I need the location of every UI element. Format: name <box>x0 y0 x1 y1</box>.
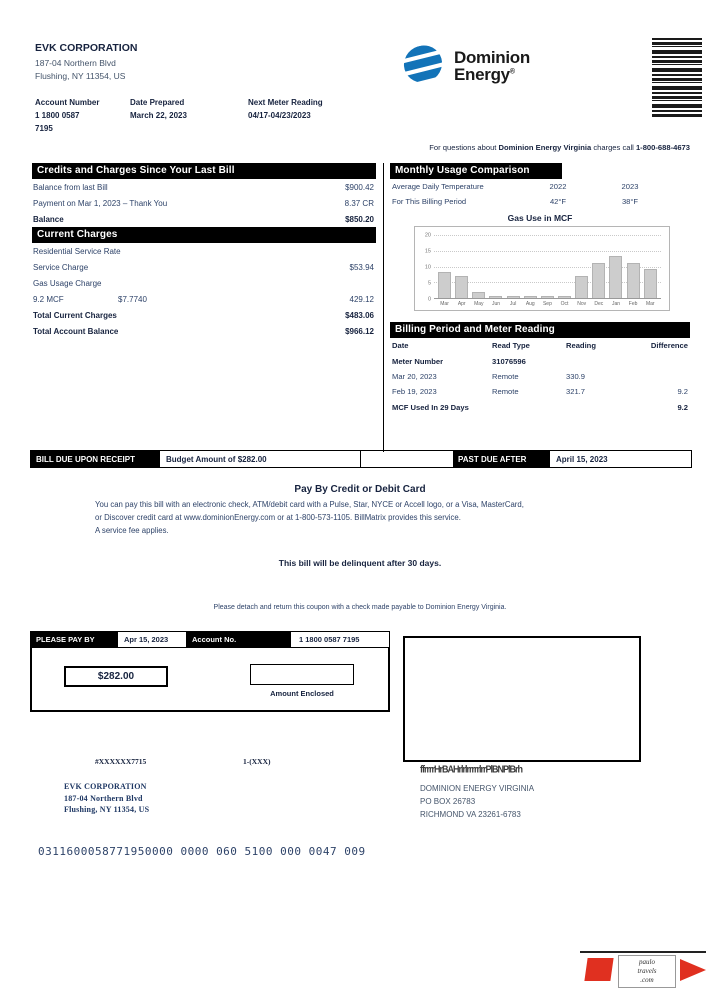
current-charges-section-header: Current Charges <box>32 227 376 243</box>
gridline <box>434 235 661 236</box>
account-number-value: 1 1800 0587 <box>35 111 80 120</box>
total-account-balance-row <box>32 323 376 339</box>
x-tick-label: Aug <box>525 301 535 307</box>
row-amount: $53.94 <box>349 262 374 272</box>
bar-mar-12 <box>644 269 657 298</box>
meter-number-label: Meter Number <box>392 356 444 366</box>
bar-apr-1 <box>455 276 468 298</box>
postal-scrawl: ffrrrrHrBAHrlrlrrrrrlrrPlBNPlBrh <box>420 763 523 775</box>
payer-addr2: Flushing, NY 11354, US <box>64 805 150 815</box>
bar-jul-4 <box>507 296 520 298</box>
row-label: Total Current Charges <box>33 310 117 320</box>
y-tick-label: 10 <box>424 264 431 271</box>
usage-label: Average Daily Temperature <box>392 182 484 191</box>
next-meter-value: 04/17-04/23/2023 <box>248 111 311 120</box>
date-prepared-label: Date Prepared <box>130 98 185 107</box>
meter-reading-row <box>390 384 690 399</box>
paulotravels-watermark <box>580 951 706 989</box>
mcf-used-value: 9.2 <box>677 402 688 412</box>
questions-brand: Dominion Energy Virginia <box>498 143 592 152</box>
x-tick-label: Jan <box>611 301 620 307</box>
chart-bars <box>434 235 661 299</box>
charge-row-usage <box>32 291 376 307</box>
customer-name: EVK CORPORATION <box>35 42 138 54</box>
bar-sep-6 <box>541 296 554 298</box>
charge-row <box>32 275 376 291</box>
bill-due-bar <box>30 450 692 468</box>
reading-value: 330.9 <box>566 371 586 381</box>
credit-row-balance <box>32 211 376 227</box>
payer-addr1: 187-04 Northern Blvd <box>64 793 143 803</box>
questions-prefix: For questions about <box>429 143 499 152</box>
credit-row <box>32 179 376 195</box>
account-no-value: 1 1800 0587 7195 <box>299 635 360 644</box>
bar-nov-8 <box>575 276 588 298</box>
credits-section-header: Credits and Charges Since Your Last Bill <box>32 163 376 179</box>
total-current-charges-row <box>32 307 376 323</box>
usage-year-2022: 2022 <box>549 182 567 191</box>
charges-column <box>32 163 376 339</box>
meter-number-row <box>390 353 690 368</box>
row-amount: $850.20 <box>345 214 374 224</box>
meter-number-value: 31076596 <box>492 356 526 366</box>
reading-date: Feb 19, 2023 <box>392 387 437 397</box>
coupon-header-bar <box>30 631 390 648</box>
col-difference: Difference <box>650 341 688 351</box>
bill-due-label: BILL DUE UPON RECEIPT <box>31 451 159 467</box>
coupon-body <box>30 648 390 712</box>
customer-addr2: Flushing, NY 11354, US <box>35 71 126 82</box>
chart-title: Gas Use in MCF <box>507 213 573 223</box>
chart-x-axis <box>434 299 661 307</box>
ocr-scanline: 0311600058771950000 0000 060 5100 000 0047 009 <box>38 845 366 858</box>
past-due-label: PAST DUE AFTER <box>453 451 549 467</box>
x-tick-label: Mar <box>645 301 655 307</box>
reading-diff <box>634 372 688 381</box>
reading-type: Remote <box>492 371 519 381</box>
bar-dec-9 <box>592 263 605 298</box>
x-tick-label: Mar <box>440 301 449 307</box>
usage-temp-2023: 38°F <box>621 197 639 206</box>
coupon-blank-box <box>403 636 641 762</box>
x-tick-label: Sep <box>542 301 552 307</box>
registered-mark: ® <box>509 67 515 75</box>
amount-due-box: $282.00 <box>64 666 168 687</box>
stub-reference: #XXXXXX7715 <box>95 757 147 766</box>
reading-value: 321.7 <box>566 387 586 397</box>
col-date: Date <box>392 341 409 351</box>
please-pay-by-label: PLEASE PAY BY <box>31 632 117 647</box>
y-tick-label: 20 <box>424 232 431 239</box>
amount-enclosed-label: Amount Enclosed <box>270 689 334 698</box>
y-tick-label: 15 <box>424 248 431 255</box>
reading-diff: 9.2 <box>677 387 688 397</box>
questions-phone: 1-800-688-4673 <box>635 143 690 152</box>
pay-section-body <box>95 499 640 538</box>
remit-name: DOMINION ENERGY VIRGINIA <box>420 784 535 793</box>
x-tick-label: Nov <box>577 301 587 307</box>
customer-addr1: 187-04 Northern Blvd <box>35 57 116 68</box>
usage-column <box>390 163 690 415</box>
row-amount: 8.37 CR <box>344 198 374 208</box>
col-reading: Reading <box>566 341 596 351</box>
billing-period-header: Billing Period and Meter Reading <box>390 322 690 338</box>
please-pay-by-date: Apr 15, 2023 <box>117 632 187 647</box>
usage-temp-2022: 42°F <box>549 197 567 206</box>
monthly-usage-header: Monthly Usage Comparison <box>390 163 562 179</box>
next-meter-label: Next Meter Reading <box>248 98 323 107</box>
delinquent-notice: This bill will be delinquent after 30 days. <box>278 558 442 568</box>
usage-row <box>390 179 690 194</box>
watermark-text <box>618 955 676 988</box>
reading-date: Mar 20, 2023 <box>392 371 437 381</box>
meter-reading-table <box>390 338 690 415</box>
bar-oct-7 <box>558 296 571 298</box>
questions-middle: charges call <box>591 143 636 152</box>
watermark-word2: travels <box>637 967 657 976</box>
remit-addr1: PO BOX 26783 <box>420 797 476 807</box>
row-amount: $900.42 <box>345 182 374 192</box>
account-info <box>35 98 323 133</box>
bar-jun-3 <box>489 296 502 298</box>
bar-may-2 <box>472 292 485 298</box>
watermark-red-triangle-icon <box>680 959 706 981</box>
mcf-used-row <box>390 400 690 415</box>
row-label: Service Charge <box>33 262 89 272</box>
column-divider <box>383 163 384 452</box>
usage-row <box>390 194 690 209</box>
stub-code: 1-(XXX) <box>243 757 271 766</box>
x-tick-label: Apr <box>457 301 466 307</box>
detach-instruction: Please detach and return this coupon with a check made payable to Dominion Energy Virginia. <box>213 604 507 611</box>
dominion-swoosh-icon <box>400 42 446 91</box>
chart-y-axis <box>419 232 434 303</box>
row-label: Gas Usage Charge <box>33 278 102 288</box>
bar-mar-0 <box>438 272 451 298</box>
account-no-label: Account No. <box>187 632 291 647</box>
reading-type: Remote <box>492 387 519 397</box>
row-label: 9.2 MCF <box>33 294 64 304</box>
row-label: Balance <box>33 214 64 224</box>
row-amount: $966.12 <box>345 326 374 336</box>
bar-feb-11 <box>627 263 640 298</box>
mcf-used-label: MCF Used In 29 Days <box>392 402 469 412</box>
payer-name: EVK CORPORATION <box>64 782 147 791</box>
meter-reading-row <box>390 369 690 384</box>
row-label: Total Account Balance <box>33 326 119 336</box>
bar-jan-10 <box>609 256 622 298</box>
watermark-topline <box>580 951 706 953</box>
past-due-date: April 15, 2023 <box>549 451 691 467</box>
remit-addr2: RICHMOND VA 23261-6783 <box>420 810 521 820</box>
gridline <box>434 251 661 252</box>
pay-line3: A service fee applies. <box>95 525 169 535</box>
logo-line2: Energy® <box>454 64 515 84</box>
questions-line <box>429 143 690 152</box>
pay-section-title: Pay By Credit or Debit Card <box>294 484 426 495</box>
y-tick-label: 5 <box>427 280 431 287</box>
row-label: Residential Service Rate <box>33 246 121 256</box>
gas-use-chart <box>414 226 670 311</box>
payer-address-block <box>64 781 149 816</box>
bar-aug-5 <box>524 296 537 298</box>
y-tick-label: 0 <box>427 296 431 303</box>
logo-wordmark <box>454 50 530 82</box>
logo-line1: Dominion <box>454 48 530 68</box>
row-amount: 429.12 <box>349 294 374 304</box>
date-prepared-value: March 22, 2023 <box>130 111 187 120</box>
x-tick-label: Dec <box>594 301 604 307</box>
usage-label: For This Billing Period <box>392 197 467 206</box>
x-tick-label: Jun <box>491 301 501 307</box>
budget-amount: Budget Amount of $282.00 <box>159 451 361 467</box>
watermark-word1: paulo <box>639 958 655 966</box>
row-label: Balance from last Bill <box>33 182 108 192</box>
chart-area <box>434 235 661 307</box>
charge-row <box>32 259 376 275</box>
customer-address-block <box>35 40 137 84</box>
usage-year-2023: 2023 <box>621 182 639 191</box>
row-rate: $7.7740 <box>118 294 147 304</box>
amount-enclosed-input[interactable] <box>250 664 354 685</box>
account-number-value2: 7195 <box>35 124 53 133</box>
meter-table-header <box>390 338 690 353</box>
pay-line1: You can pay this bill with an electronic check, ATM/debit card with a Pulse, Star, NYCE or Accell logo, or a Visa, MasterCard, <box>95 500 524 509</box>
col-read-type: Read Type <box>492 341 530 351</box>
barcode <box>652 38 702 118</box>
credit-row <box>32 195 376 211</box>
pay-line2: or Discover credit card at www.dominionEnergy.com or at 1-800-573-1105. BillMatrix provides this service. <box>95 512 461 522</box>
x-tick-label: Feb <box>628 301 638 307</box>
dominion-energy-logo <box>400 42 530 91</box>
payment-coupon <box>30 631 390 712</box>
x-tick-label: Oct <box>560 301 569 307</box>
row-amount: $483.06 <box>345 310 374 320</box>
row-label: Payment on Mar 1, 2023 – Thank You <box>33 198 168 208</box>
remit-address-block <box>420 782 534 822</box>
x-tick-label: Jul <box>509 301 517 307</box>
account-number-label: Account Number <box>35 98 100 107</box>
watermark-word3: .com <box>640 976 654 985</box>
charge-row <box>32 243 376 259</box>
watermark-red-block-icon <box>584 958 613 981</box>
x-tick-label: May <box>474 301 484 307</box>
